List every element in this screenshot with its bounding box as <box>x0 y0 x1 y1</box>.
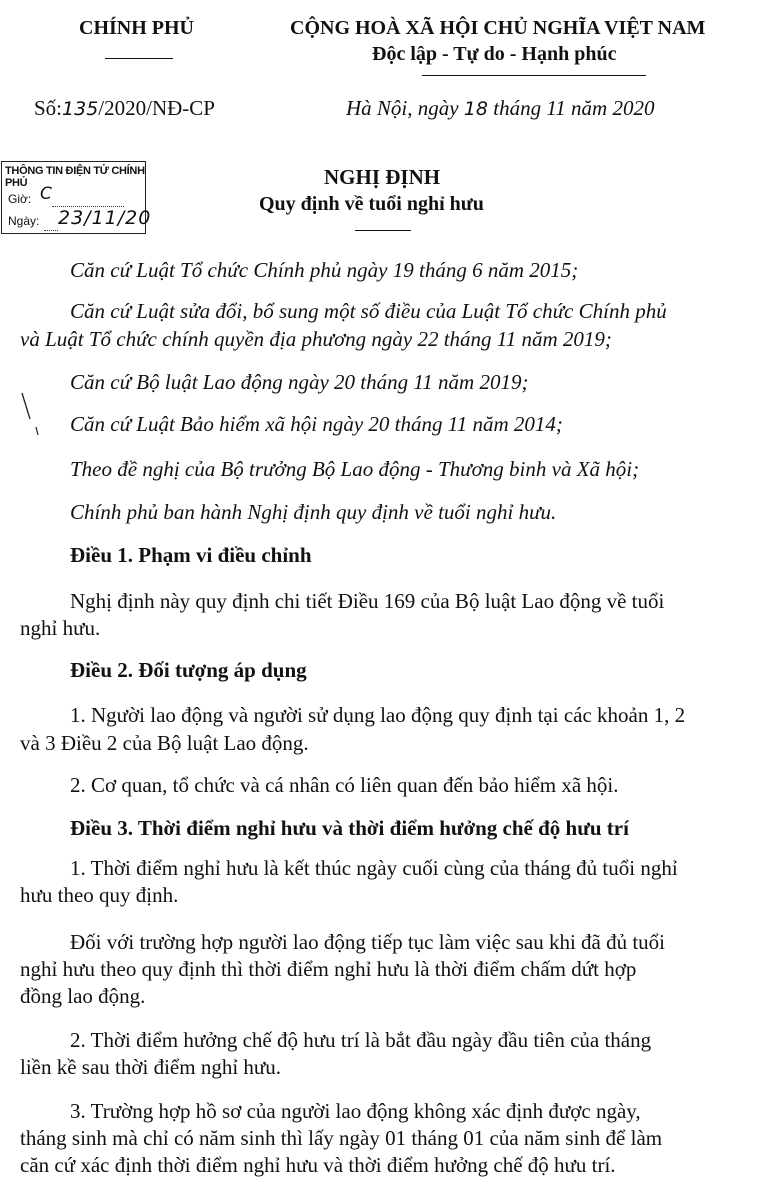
stamp-date-dots <box>44 230 58 231</box>
preamble-line: và Luật Tổ chức chính quyền địa phương ngày 22 tháng 11 năm 2019; <box>20 327 612 351</box>
receipt-stamp <box>1 161 152 234</box>
document-number <box>34 96 215 121</box>
preamble-line: Theo đề nghị của Bộ trưởng Bộ Lao động - Thương binh và Xã hội; <box>70 457 640 481</box>
article-3-clause: liền kề sau thời điểm nghỉ hưu. <box>20 1055 282 1079</box>
article-1-text: Nghị định này quy định chi tiết Điều 169 của Bộ luật Lao động về tuổi <box>70 589 665 613</box>
article-2-clause: 1. Người lao động và người sử dụng lao động quy định tại các khoản 1, 2 <box>70 703 686 727</box>
article-3-clause: đồng lao động. <box>20 984 146 1008</box>
article-3-clause: tháng sinh mà chỉ có năm sinh thì lấy ngày 01 tháng 01 của năm sinh để làm <box>20 1126 663 1150</box>
place-date-prefix: Hà Nội, ngày <box>346 96 459 120</box>
nation-title: CỘNG HOÀ XÃ HỘI CHỦ NGHĨA VIỆT NAM <box>290 17 706 39</box>
number-prefix: Số: <box>34 96 63 120</box>
preamble-line: Chính phủ ban hành Nghị định quy định về tuổi nghỉ hưu. <box>70 500 557 524</box>
article-2-clause: và 3 Điều 2 của Bộ luật Lao động. <box>20 731 309 755</box>
stamp-time-label: Giờ: <box>8 192 32 206</box>
number-suffix: /2020/NĐ-CP <box>98 96 215 120</box>
article-1-text: nghỉ hưu. <box>20 616 101 640</box>
decree-type: NGHỊ ĐỊNH <box>324 165 441 189</box>
preamble-line: Căn cứ Luật Bảo hiểm xã hội ngày 20 tháng 11 năm 2014; <box>70 412 563 436</box>
article-3-clause: căn cứ xác định thời điểm nghỉ hưu và thời điểm hưởng chế độ hưu trí. <box>20 1153 616 1177</box>
issuer-name: CHÍNH PHỦ <box>79 17 194 39</box>
motto-underline <box>422 75 646 76</box>
stamp-date-label: Ngày: <box>8 214 40 228</box>
article-1-heading: Điều 1. Phạm vi điều chỉnh <box>70 543 312 567</box>
article-3-clause: hưu theo quy định. <box>20 883 179 907</box>
place-date <box>346 96 654 121</box>
nation-motto: Độc lập - Tự do - Hạnh phúc <box>372 43 617 65</box>
preamble-line: Căn cứ Bộ luật Lao động ngày 20 tháng 11 năm 2019; <box>70 370 529 394</box>
stamp-title: THÔNG TIN ĐIỆN TỬ CHÍNH PHỦ <box>5 165 145 189</box>
handwritten-number: 135 <box>62 98 99 120</box>
article-3-clause: 1. Thời điểm nghỉ hưu là kết thúc ngày cuối cùng của tháng đủ tuổi nghỉ <box>70 856 678 880</box>
decree-subject: Quy định về tuổi nghỉ hưu <box>259 193 484 215</box>
article-3-clause: nghỉ hưu theo quy định thì thời điểm nghỉ hưu là thời điểm chấm dứt hợp <box>20 957 637 981</box>
stamp-date-value: 23/11/20 <box>58 207 152 229</box>
article-3-heading: Điều 3. Thời điểm nghỉ hưu và thời điểm hưởng chế độ hưu trí <box>70 816 629 840</box>
margin-pen-mark <box>14 385 44 440</box>
article-3-clause: 2. Thời điểm hưởng chế độ hưu trí là bắt đầu ngày đầu tiên của tháng <box>70 1028 652 1052</box>
article-2-heading: Điều 2. Đối tượng áp dụng <box>70 658 307 682</box>
article-2-clause: 2. Cơ quan, tổ chức và cá nhân có liên quan đến bảo hiểm xã hội. <box>70 773 619 797</box>
preamble-line: Căn cứ Luật sửa đổi, bổ sung một số điều của Luật Tổ chức Chính phủ <box>70 299 667 323</box>
article-3-clause: 3. Trường hợp hồ sơ của người lao động không xác định được ngày, <box>70 1099 641 1123</box>
stamp-time-value: C <box>40 184 53 204</box>
issuer-underline <box>105 58 173 59</box>
title-underline <box>355 230 411 231</box>
place-date-suffix: tháng 11 năm 2020 <box>493 96 655 120</box>
preamble-line: Căn cứ Luật Tổ chức Chính phủ ngày 19 tháng 6 năm 2015; <box>70 258 579 282</box>
article-3-clause: Đối với trường hợp người lao động tiếp tục làm việc sau khi đã đủ tuổi <box>70 930 666 954</box>
handwritten-day: 18 <box>463 98 489 120</box>
